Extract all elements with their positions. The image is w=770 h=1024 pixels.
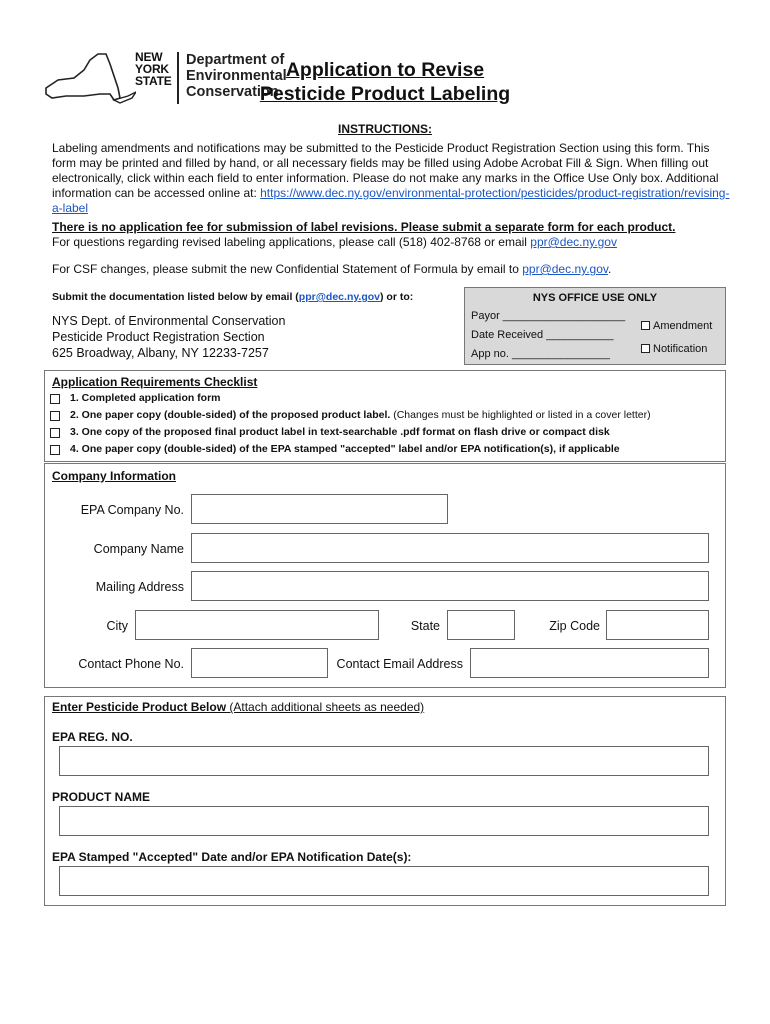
product-section-title: Enter Pesticide Product Below xyxy=(52,700,227,714)
product-name-input[interactable] xyxy=(59,806,709,836)
product-section-note: (Attach additional sheets as needed) xyxy=(226,700,425,714)
csf-email-link[interactable]: ppr@dec.ny.gov xyxy=(522,262,609,276)
company-info-title: Company Information xyxy=(52,469,177,483)
notification-checkbox xyxy=(641,344,650,353)
address-line2: Pesticide Product Registration Section xyxy=(52,330,265,344)
checklist-checkbox-3[interactable] xyxy=(50,428,60,438)
mailing-address xyxy=(52,313,285,361)
checklist-item-text xyxy=(70,392,221,404)
revising-label-link[interactable]: https://www.dec.ny.gov/environmental-protection/pesticides/product-registration/revising-a-label xyxy=(52,186,730,215)
office-date-received: Date Received ___________ xyxy=(471,329,614,341)
state-input[interactable] xyxy=(447,610,515,640)
instructions-text: Labeling amendments and notifications may be submitted to the Pesticide Product Registration Section using this form. This form may be printed and filled by hand, or all necessary fields may be filled using Adobe Acrobat Fill & Sign. When filling out electronically, click within each field to enter information. Please do not make any marks in the Office Use Only box. Additional information can be accessed online at: xyxy=(52,141,719,200)
contact-phone-label: Contact Phone No. xyxy=(78,657,184,671)
instructions-heading: INSTRUCTIONS: xyxy=(338,122,432,136)
office-amendment-option xyxy=(641,320,712,332)
dec-logo xyxy=(44,44,287,108)
fee-note: There is no application fee for submission of label revisions. Please submit a separate form for each product. xyxy=(52,220,676,234)
new-york-state-map-icon xyxy=(44,50,136,106)
address-line1: NYS Dept. of Environmental Conservation xyxy=(52,314,286,328)
submit-email-link[interactable]: ppr@dec.ny.gov xyxy=(298,291,381,303)
questions-text: For questions regarding revised labeling applications, please call (518) 402-8768 or email xyxy=(52,235,531,249)
office-payor: Payor ____________________ xyxy=(471,310,626,322)
epa-company-no-input[interactable] xyxy=(191,494,448,524)
state-label: State xyxy=(410,619,440,633)
mailing-address-input[interactable] xyxy=(191,571,709,601)
questions-email-link[interactable]: ppr@dec.ny.gov xyxy=(530,235,617,249)
form-title xyxy=(240,58,530,106)
submit-suffix: ) or to: xyxy=(380,291,414,303)
contact-email-label: Contact Email Address xyxy=(336,657,463,671)
notification-label: Notification xyxy=(653,343,708,355)
instructions-paragraph xyxy=(52,141,732,216)
office-notification-option xyxy=(641,343,707,355)
epa-company-no-label: EPA Company No. xyxy=(80,503,184,517)
csf-end: . xyxy=(608,262,612,276)
contact-phone-input[interactable] xyxy=(191,648,328,678)
checklist-checkbox-4[interactable] xyxy=(50,445,60,455)
city-input[interactable] xyxy=(135,610,379,640)
checklist-item-1-text: 1. Completed application form xyxy=(70,392,221,404)
epa-reg-no-input[interactable] xyxy=(59,746,709,776)
stamped-date-label: EPA Stamped "Accepted" Date and/or EPA Notification Date(s): xyxy=(52,850,412,864)
product-name-label: PRODUCT NAME xyxy=(52,790,150,804)
product-section-heading xyxy=(52,700,424,714)
contact-email-input[interactable] xyxy=(470,648,709,678)
checklist-item-2-text: 2. One paper copy (double-sided) of the proposed product label. xyxy=(70,409,391,421)
checklist-checkbox-2[interactable] xyxy=(50,411,60,421)
form-title-line1: Application to Revise xyxy=(285,59,485,81)
amendment-label: Amendment xyxy=(653,320,713,332)
checklist-item-4-text: 4. One paper copy (double-sided) of the EPA stamped "accepted" label and/or EPA notification(s), if applicable xyxy=(70,443,620,455)
address-line3: 625 Broadway, Albany, NY 12233-7257 xyxy=(52,346,269,360)
checklist-item-text xyxy=(70,409,651,421)
checklist-item-2-note: (Changes must be highlighted or listed in a cover letter) xyxy=(390,409,651,421)
checklist-checkbox-1[interactable] xyxy=(50,394,60,404)
form-title-line2: Pesticide Product Labeling xyxy=(259,83,511,105)
zip-code-input[interactable] xyxy=(606,610,709,640)
logo-divider xyxy=(177,52,179,104)
logo-new-york-state-text: NEW YORK STATE xyxy=(135,50,172,88)
checklist-item-text xyxy=(70,426,610,438)
office-use-heading: NYS OFFICE USE ONLY xyxy=(532,292,658,304)
zip-code-label: Zip Code xyxy=(549,619,600,633)
questions-line xyxy=(52,235,732,250)
company-name-label: Company Name xyxy=(93,542,184,556)
epa-reg-no-label: EPA REG. NO. xyxy=(52,730,133,744)
checklist-title: Application Requirements Checklist xyxy=(52,375,258,389)
office-app-no: App no. ________________ xyxy=(471,348,610,360)
checklist-item-text xyxy=(70,443,620,455)
csf-text: For CSF changes, please submit the new Confidential Statement of Formula by email to xyxy=(52,262,523,276)
logo-dec-text: Department of Environmental Conservation xyxy=(186,52,287,100)
submit-instructions xyxy=(52,291,413,303)
stamped-date-input[interactable] xyxy=(59,866,709,896)
amendment-checkbox xyxy=(641,321,650,330)
mailing-address-label: Mailing Address xyxy=(95,580,184,594)
office-use-box xyxy=(464,287,726,365)
csf-line xyxy=(52,262,732,277)
submit-prefix: Submit the documentation listed below by email ( xyxy=(52,291,299,303)
company-name-input[interactable] xyxy=(191,533,709,563)
checklist-item-3-text: 3. One copy of the proposed final product label in text-searchable .pdf format on flash drive or compact disk xyxy=(70,426,610,438)
city-label: City xyxy=(106,619,128,633)
